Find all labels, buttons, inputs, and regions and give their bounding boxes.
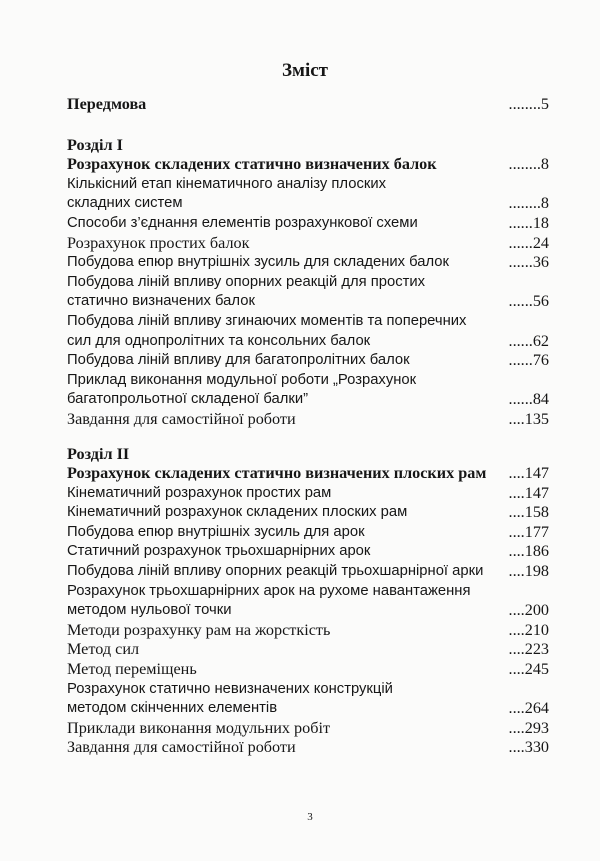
toc-entry[interactable] (67, 562, 549, 582)
section1-entries (67, 175, 549, 430)
toc-entry-page: ....200 (508, 601, 549, 620)
toc-entry-page: ......56 (508, 292, 549, 311)
toc-entry-page: ....223 (508, 640, 549, 659)
toc-entry[interactable] (67, 312, 549, 351)
toc-entry-title-line: Побудова ліній впливу згинаючих моментів та поперечних (67, 312, 467, 329)
toc-entry-page: ......84 (508, 390, 549, 409)
toc-entry-preface[interactable] (67, 95, 549, 115)
toc-entry-title-line: Приклад виконання модульної роботи „Розрахунок (67, 371, 417, 388)
toc-entry-title-line: Метод сил (67, 640, 140, 659)
toc-entry-page: ....264 (508, 699, 549, 718)
toc-entry[interactable] (67, 214, 549, 234)
section1-heading: Розділ I (67, 135, 123, 154)
toc-entry[interactable] (67, 680, 549, 719)
toc-entry-page: ....330 (508, 738, 549, 757)
toc-entry-page: ........8 (508, 194, 549, 213)
section2-heading: Розділ II (67, 444, 130, 463)
toc-entry-page: ....158 (508, 503, 549, 522)
section1-title: Розрахунок складених статично визначених балок (67, 155, 437, 174)
table-of-contents (67, 95, 549, 758)
toc-entry-page: ......18 (508, 213, 549, 232)
toc-entry[interactable] (67, 175, 549, 214)
toc-entry[interactable] (67, 660, 549, 680)
toc-entry-title-line: сил для однопролітних та консольних балок (67, 332, 371, 349)
toc-entry-title-line: Завдання для самостійної роботи (67, 409, 296, 428)
toc-entry-title-line: Методи розрахунку рам на жорсткість (67, 620, 331, 639)
toc-entry-page: ....147 (508, 483, 549, 502)
toc-entry-page: ....293 (508, 718, 549, 737)
toc-entry-title-line: Побудова ліній впливу опорних реакцій для простих (67, 273, 426, 290)
toc-entry-title-line: Розрахунок простих балок (67, 233, 250, 252)
toc-entry[interactable] (67, 542, 549, 562)
toc-entry[interactable] (67, 351, 549, 371)
toc-entry-page: ....186 (508, 542, 549, 561)
toc-entry-title-line: Завдання для самостійної роботи (67, 738, 296, 757)
toc-entry-page: ......76 (508, 351, 549, 370)
toc-entry[interactable] (67, 371, 549, 410)
toc-entry[interactable] (67, 234, 549, 254)
toc-entry-page: ....245 (508, 660, 549, 679)
toc-entry-title-line: Кінематичний розрахунок простих рам (67, 484, 332, 501)
toc-entry-title-line: Способи з’єднання елементів розрахункової схеми (67, 214, 418, 231)
toc-entry-title-line: Побудова ліній впливу для багатопролітних балок (67, 352, 410, 369)
toc-entry[interactable] (67, 640, 549, 660)
toc-entry-title-line: Статичний розрахунок трьохшарнірних арок (67, 543, 371, 560)
toc-entry[interactable] (67, 582, 549, 621)
toc-entry-title-line: Розрахунок статично невизначених конструкцій (67, 680, 393, 697)
toc-entry-page: ......36 (508, 253, 549, 272)
toc-entry[interactable] (67, 410, 549, 430)
toc-entry-title-line: Кількісний етап кінематичного аналізу плоских (67, 175, 386, 192)
toc-entry[interactable] (67, 484, 549, 504)
toc-entry-page: ....198 (508, 562, 549, 581)
toc-entry-title-line: статично визначених балок (67, 293, 255, 310)
toc-entry-title-line: Кінематичний розрахунок складених плоских рам (67, 504, 408, 521)
toc-entry-title-line: методом скінченних елементів (67, 700, 278, 717)
toc-entry-title-line: багатопрольотної складеної балки” (67, 391, 309, 408)
toc-entry-page: ........5 (508, 95, 549, 113)
toc-entry-page: ......24 (508, 233, 549, 252)
toc-entry-title-line: Приклади виконання модульних робіт (67, 718, 331, 737)
toc-entry[interactable] (67, 719, 549, 739)
toc-entry[interactable] (67, 253, 549, 273)
toc-entry-title-line: методом нульової точки (67, 602, 232, 619)
toc-entry-page: ........8 (508, 155, 549, 174)
toc-entry-title-line: Розрахунок трьохшарнірних арок на рухоме навантаження (67, 582, 471, 599)
toc-entry-page: ......62 (508, 331, 549, 350)
section2-entries (67, 484, 549, 758)
toc-entry-title: Передмова (67, 95, 147, 113)
toc-entry-page: ....210 (508, 620, 549, 639)
page-title: Зміст (281, 60, 328, 81)
toc-entry-title-line: Побудова епюр внутрішніх зусиль для арок (67, 523, 365, 540)
toc-entry[interactable] (67, 621, 549, 641)
toc-entry[interactable] (67, 738, 549, 758)
toc-entry-title-line: складних систем (67, 195, 183, 212)
toc-entry-title-line: Побудова ліній впливу опорних реакцій трьохшарнірної арки (67, 563, 484, 580)
toc-entry[interactable] (67, 273, 549, 312)
toc-entry[interactable] (67, 503, 549, 523)
toc-entry[interactable] (67, 523, 549, 543)
toc-entry-page: ....147 (508, 464, 549, 483)
toc-entry-page: ....135 (508, 409, 549, 428)
toc-entry-section2-title[interactable] (67, 464, 549, 484)
toc-entry-title-line: Побудова епюр внутрішніх зусиль для складених балок (67, 254, 450, 271)
section2-title: Розрахунок складених статично визначених плоских рам (67, 464, 487, 483)
page-number: 3 (307, 811, 313, 823)
toc-entry-section1-title[interactable] (67, 155, 549, 175)
toc-entry-page: ....177 (508, 522, 549, 541)
toc-entry-title-line: Метод переміщень (67, 660, 197, 679)
